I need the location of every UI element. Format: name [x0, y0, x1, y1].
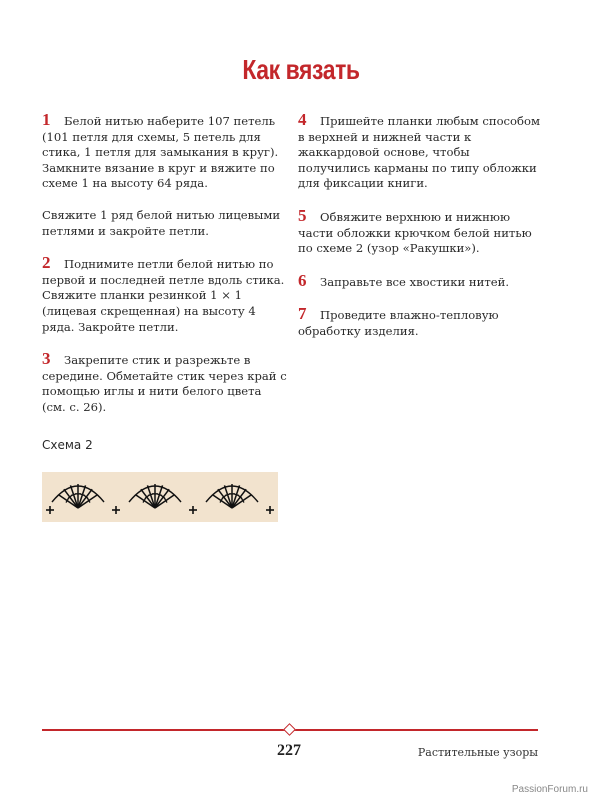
step-number: 6	[298, 270, 307, 290]
footer-diamond-ornament	[283, 723, 296, 736]
watermark: PassionForum.ru	[511, 784, 588, 795]
step-text: Белой нитью наберите 107 петель (101 петля для схемы, 5 петель для стика, 1 петля для замыкания в круг). Замкните вязание в круг и вяжите по схеме 1 на высоту 64 ряда.	[42, 114, 279, 191]
column-left	[42, 112, 287, 432]
step-5	[298, 205, 543, 257]
step-2	[42, 255, 287, 335]
section-name: Растительные узоры	[417, 746, 538, 759]
step-number: 5	[298, 205, 307, 225]
page-number: 227	[277, 742, 301, 759]
step-text: Поднимите петли белой нитью по первой и последней петле вдоль стика. Свяжите планки резинкой 1 × 1 (лицевая скрещенная) на высоту 4 ряда. Закройте петли.	[42, 257, 285, 334]
step-4	[298, 112, 543, 192]
step-1-continued	[42, 208, 287, 239]
column-right	[298, 112, 543, 356]
step-number: 1	[42, 110, 51, 129]
step-3	[42, 351, 287, 415]
dc-stitch-symbol	[218, 489, 232, 508]
dc-stitch-symbol	[78, 489, 92, 508]
step-number: 4	[298, 110, 307, 129]
crochet-scheme	[42, 472, 278, 522]
step-number: 2	[42, 253, 51, 273]
dc-stitch-symbol	[232, 489, 246, 508]
step-text: Свяжите 1 ряд белой нитью лицевыми петлями и закройте петли.	[42, 207, 281, 238]
dc-stitch-symbol	[64, 489, 78, 508]
crochet-scheme-svg	[42, 472, 278, 522]
step-number: 3	[42, 349, 51, 369]
step-number: 7	[298, 304, 307, 324]
step-text: Закрепите стик и разрежьте в середине. Обметайте стик через край с помощью иглы и нити белого цвета (см. с. 26).	[42, 353, 287, 414]
step-6	[298, 270, 543, 291]
page-title: Как вязать	[242, 54, 360, 85]
step-text: Обвяжите верхнюю и нижнюю части обложки крючком белой нитью по схеме 2 (узор «Ракушки»).	[298, 209, 532, 256]
step-text: Проведите влажно-тепловую обработку изделия.	[298, 308, 499, 338]
step-text: Пришейте планки любым способом в верхней и нижней части к жаккардовой основе, чтобы получились карманы по типу обложки для фиксации книги.	[298, 114, 540, 191]
step-7	[298, 306, 543, 339]
dc-stitch-symbol	[141, 489, 155, 508]
step-text: Заправьте все хвостики нитей.	[320, 274, 510, 289]
scheme-caption: Схема 2	[42, 438, 93, 452]
dc-stitch-symbol	[155, 489, 169, 508]
step-1	[42, 112, 287, 192]
